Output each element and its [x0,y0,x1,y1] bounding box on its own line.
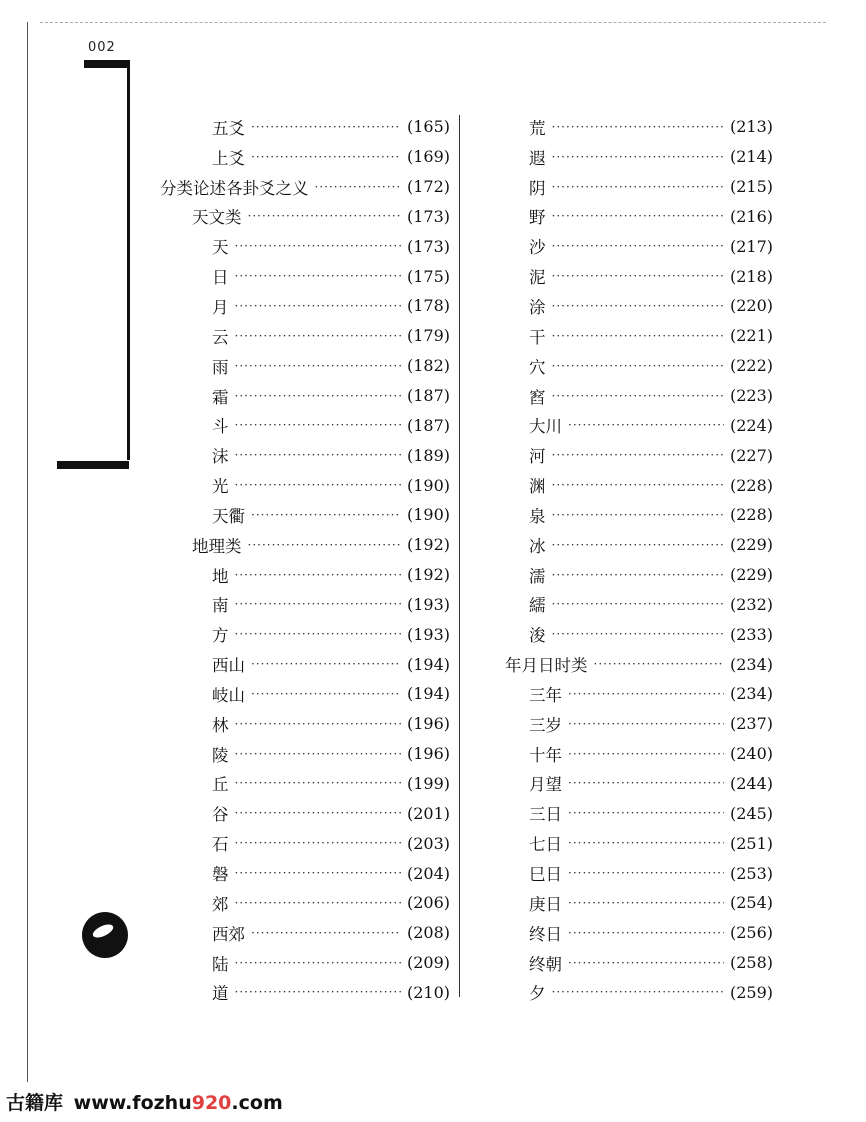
toc-leader-dots [235,299,401,313]
toc-entry[interactable] [505,560,773,590]
toc-leader-dots [552,120,724,134]
toc-entry-title: 西郊 [212,924,245,944]
toc-leader-dots [235,747,401,761]
toc-entry-page: (178) [406,296,450,316]
toc-entry-page: (169) [406,147,450,167]
toc-entry-page: (214) [729,147,773,167]
toc-entry-page: (194) [406,654,450,674]
toc-leader-dots [568,896,724,910]
toc-entry-page: (192) [406,535,450,555]
toc-entry-page: (173) [406,236,450,256]
toc-entry-page: (187) [406,386,450,406]
toc-entry[interactable] [505,590,773,620]
toc-entry-page: (203) [406,833,450,853]
toc-entry-page: (196) [406,714,450,734]
toc-leader-dots [552,269,724,283]
toc-entry[interactable] [160,321,450,351]
toc-entry[interactable] [505,321,773,351]
toc-leader-dots [248,209,401,223]
toc-entry[interactable] [505,470,773,500]
toc-leader-dots [568,836,724,850]
toc-entry-page: (215) [729,177,773,197]
toc-leader-dots [568,806,724,820]
footer-watermark[interactable] [6,1088,283,1115]
toc-leader-dots [235,597,401,611]
toc-entry-page: (256) [729,923,773,943]
toc-entry-page: (258) [729,953,773,973]
toc-leader-dots [568,418,724,432]
toc-leader-dots [568,776,724,790]
toc-entry-page: (193) [406,594,450,614]
toc-leader-dots [251,926,401,940]
toc-entry-page: (251) [729,833,773,853]
toc-entry[interactable] [505,231,773,261]
toc-leader-dots [552,597,724,611]
toc-entry[interactable] [160,291,450,321]
toc-entry-title: 日 [212,268,229,288]
toc-entry-title: 沫 [212,447,229,467]
toc-entry-page: (172) [406,177,450,197]
toc-entry[interactable] [505,410,773,440]
toc-entry-page: (228) [729,505,773,525]
footer-site-name: 古籍库 [6,1092,64,1114]
toc-entry-title: 道 [212,984,229,1004]
toc-entry-title: 窞 [529,387,546,407]
toc-leader-dots [552,180,724,194]
toc-entry[interactable] [160,739,450,769]
toc-leader-dots [235,956,401,970]
toc-leader-dots [552,538,724,552]
toc-leader-dots [235,418,401,432]
toc-entry[interactable] [160,977,450,1007]
toc-leader-dots [251,657,401,671]
toc-leader-dots [552,627,724,641]
toc-leader-dots [235,806,401,820]
toc-entry[interactable] [505,112,773,142]
toc-entry-page: (199) [406,773,450,793]
toc-entry-title: 雨 [212,357,229,377]
toc-leader-dots [552,568,724,582]
toc-entry-title: 沙 [529,238,546,258]
toc-entry-title: 陵 [212,745,229,765]
toc-entry[interactable] [160,440,450,470]
toc-leader-dots [235,478,401,492]
toc-entry[interactable] [160,948,450,978]
toc-entry[interactable] [505,739,773,769]
toc-entry[interactable] [160,619,450,649]
toc-leader-dots [568,747,724,761]
toc-entry-title: 月望 [529,775,562,795]
toc-entry[interactable] [505,769,773,799]
toc-entry-page: (206) [406,893,450,913]
toc-leader-dots [251,120,401,134]
toc-entry-page: (254) [729,893,773,913]
toc-entry-page: (228) [729,475,773,495]
toc-leader-dots [235,776,401,790]
toc-leader-dots [568,687,724,701]
toc-entry-title: 巳日 [529,865,562,885]
toc-entry[interactable] [505,530,773,560]
toc-leader-dots [235,836,401,850]
toc-entry[interactable] [505,142,773,172]
toc-entry[interactable] [160,142,450,172]
toc-leader-dots [568,926,724,940]
toc-entry-page: (234) [729,684,773,704]
toc-entry-page: (237) [729,714,773,734]
toc-entry-title: 遐 [529,148,546,168]
toc-entry[interactable] [160,351,450,381]
toc-entry[interactable] [160,888,450,918]
toc-entry-title: 五爻 [212,118,245,138]
toc-leader-dots [315,180,401,194]
toc-leader-dots [552,239,724,253]
toc-left-column [160,112,450,1007]
column-divider [459,115,460,997]
toc-leader-dots [552,209,724,223]
toc-entry-page: (233) [729,624,773,644]
toc-entry[interactable] [505,977,773,1007]
toc-entry[interactable] [505,828,773,858]
toc-entry[interactable] [160,410,450,440]
toc-entry-page: (232) [729,594,773,614]
toc-entry-page: (193) [406,624,450,644]
toc-entry[interactable] [505,619,773,649]
toc-entry[interactable] [160,590,450,620]
toc-entry-title: 三日 [529,805,562,825]
toc-entry[interactable] [505,291,773,321]
toc-entry-page: (165) [406,117,450,137]
toc-entry-page: (175) [406,266,450,286]
toc-entry-title: 林 [212,715,229,735]
toc-entry-page: (218) [729,266,773,286]
header-bar [84,60,130,68]
toc-leader-dots [235,896,401,910]
toc-entry-title: 阴 [529,178,546,198]
toc-entry-title: 终朝 [529,954,562,974]
toc-leader-dots [235,448,401,462]
toc-entry-title: 终日 [529,924,562,944]
toc-entry-page: (187) [406,415,450,435]
toc-entry[interactable] [505,172,773,202]
toc-entry-page: (208) [406,923,450,943]
footer-url-prefix: www.fozhu [73,1092,192,1114]
toc-leader-dots [552,508,724,522]
toc-leader-dots [235,985,401,999]
toc-entry-title: 干 [529,327,546,347]
toc-entry[interactable] [160,560,450,590]
toc-entry-title: 上爻 [212,148,245,168]
toc-leader-dots [235,239,401,253]
toc-entry-title: 泉 [529,506,546,526]
toc-entry-page: (189) [406,445,450,465]
toc-leader-dots [235,866,401,880]
toc-entry-title: 荒 [529,118,546,138]
toc-entry-title: 月 [212,297,229,317]
toc-entry[interactable] [160,918,450,948]
toc-entry-page: (190) [406,505,450,525]
toc-entry[interactable] [160,828,450,858]
toc-entry[interactable] [505,679,773,709]
toc-entry-page: (234) [729,654,773,674]
toc-entry-title: 濡 [529,566,546,586]
toc-entry-title: 浚 [529,626,546,646]
toc-leader-dots [552,985,724,999]
page-number: 002 [88,40,116,55]
footer-url-suffix: .com [231,1092,283,1114]
toc-entry-page: (229) [729,565,773,585]
toc-entry[interactable] [505,500,773,530]
toc-entry-title: 河 [529,447,546,467]
toc-entry[interactable] [505,948,773,978]
toc-entry-page: (253) [729,863,773,883]
toc-entry-title: 西山 [212,656,245,676]
toc-leader-dots [251,508,401,522]
toc-leader-dots [552,299,724,313]
toc-entry-title: 南 [212,596,229,616]
toc-entry[interactable] [160,202,450,232]
toc-leader-dots [248,538,401,552]
toc-entry-title: 地 [212,566,229,586]
toc-entry-page: (196) [406,744,450,764]
toc-entry[interactable] [160,679,450,709]
toc-entry-title: 霜 [212,387,229,407]
toc-entry[interactable] [160,649,450,679]
toc-entry-page: (173) [406,206,450,226]
toc-entry-page: (179) [406,326,450,346]
toc-entry[interactable] [505,918,773,948]
toc-leader-dots [251,687,401,701]
toc-entry-title: 冰 [529,536,546,556]
yin-yang-logo-icon [82,912,128,958]
toc-entry-title: 野 [529,208,546,228]
toc-entry[interactable] [505,888,773,918]
toc-entry-page: (194) [406,684,450,704]
toc-entry[interactable] [505,440,773,470]
toc-entry-page: (259) [729,982,773,1002]
toc-entry-title: 泥 [529,268,546,288]
toc-entry-page: (229) [729,535,773,555]
toc-entry-title: 丘 [212,775,229,795]
toc-leader-dots [251,150,401,164]
toc-entry[interactable] [505,709,773,739]
toc-leader-dots [235,269,401,283]
toc-entry-page: (221) [729,326,773,346]
toc-entry-page: (217) [729,236,773,256]
toc-entry[interactable] [160,858,450,888]
toc-entry-page: (182) [406,356,450,376]
toc-entry-page: (245) [729,803,773,823]
toc-entry[interactable] [160,112,450,142]
toc-entry-title: 石 [212,835,229,855]
toc-leader-dots [235,568,401,582]
toc-entry-title: 斗 [212,417,229,437]
toc-entry-title: 夕 [529,984,546,1004]
toc-entry[interactable] [505,202,773,232]
toc-entry-title: 穴 [529,357,546,377]
toc-entry[interactable] [505,649,773,679]
toc-leader-dots [552,150,724,164]
toc-entry-page: (227) [729,445,773,465]
toc-entry[interactable] [160,470,450,500]
toc-entry[interactable] [505,858,773,888]
toc-leader-dots [552,448,724,462]
toc-entry-title: 涂 [529,297,546,317]
toc-entry-title: 天 [212,238,229,258]
toc-entry-page: (204) [406,863,450,883]
toc-leader-dots [594,657,724,671]
toc-entry[interactable] [160,381,450,411]
toc-leader-dots [552,359,724,373]
toc-entry-title: 天文类 [192,208,242,228]
toc-entry-page: (210) [406,982,450,1002]
toc-entry-title: 岐山 [212,685,245,705]
toc-entry-page: (201) [406,803,450,823]
top-dashed-rule [40,22,826,23]
toc-entry-title: 三岁 [529,715,562,735]
toc-entry-title: 方 [212,626,229,646]
toc-entry-page: (213) [729,117,773,137]
toc-entry[interactable] [160,500,450,530]
toc-entry-page: (209) [406,953,450,973]
left-margin-rule [27,22,28,1082]
toc-entry[interactable] [505,798,773,828]
toc-leader-dots [552,389,724,403]
toc-leader-dots [568,866,724,880]
toc-entry-title: 地理类 [192,536,242,556]
toc-entry-page: (224) [729,415,773,435]
toc-entry-title: 郊 [212,894,229,914]
toc-entry-title: 繻 [529,596,546,616]
toc-entry[interactable] [160,709,450,739]
toc-entry-title: 云 [212,327,229,347]
toc-entry[interactable] [505,381,773,411]
toc-leader-dots [568,717,724,731]
toc-entry-title: 磐 [212,865,229,885]
toc-leader-dots [552,329,724,343]
toc-entry-page: (244) [729,773,773,793]
toc-entry-title: 陆 [212,954,229,974]
toc-leader-dots [568,956,724,970]
toc-entry[interactable] [160,231,450,261]
toc-entry-title: 年月日时类 [505,656,588,676]
toc-entry[interactable] [505,261,773,291]
toc-leader-dots [235,359,401,373]
toc-right-column [505,112,773,1007]
toc-leader-dots [235,627,401,641]
toc-entry-page: (192) [406,565,450,585]
toc-entry-page: (220) [729,296,773,316]
toc-entry[interactable] [160,798,450,828]
toc-entry-title: 庚日 [529,894,562,914]
toc-entry-title: 十年 [529,745,562,765]
toc-entry[interactable] [505,351,773,381]
toc-leader-dots [552,478,724,492]
side-bottom-bar [57,461,129,469]
toc-entry-title: 谷 [212,805,229,825]
toc-entry[interactable] [160,530,450,560]
toc-entry-page: (240) [729,744,773,764]
footer-url-number: 920 [191,1092,232,1114]
toc-leader-dots [235,389,401,403]
toc-entry-title: 天衢 [212,506,245,526]
toc-entry[interactable] [160,769,450,799]
toc-entry-title: 三年 [529,685,562,705]
toc-entry-title: 渊 [529,477,546,497]
toc-entry-page: (190) [406,475,450,495]
toc-entry[interactable] [160,172,450,202]
toc-entry-title: 分类论述各卦爻之义 [160,178,309,198]
toc-entry-title: 七日 [529,835,562,855]
toc-entry[interactable] [160,261,450,291]
toc-leader-dots [235,329,401,343]
toc-entry-page: (222) [729,356,773,376]
toc-entry-page: (216) [729,206,773,226]
toc-entry-page: (223) [729,386,773,406]
toc-entry-title: 大川 [529,417,562,437]
side-vertical-bar [127,60,130,460]
toc-leader-dots [235,717,401,731]
toc-entry-title: 光 [212,477,229,497]
